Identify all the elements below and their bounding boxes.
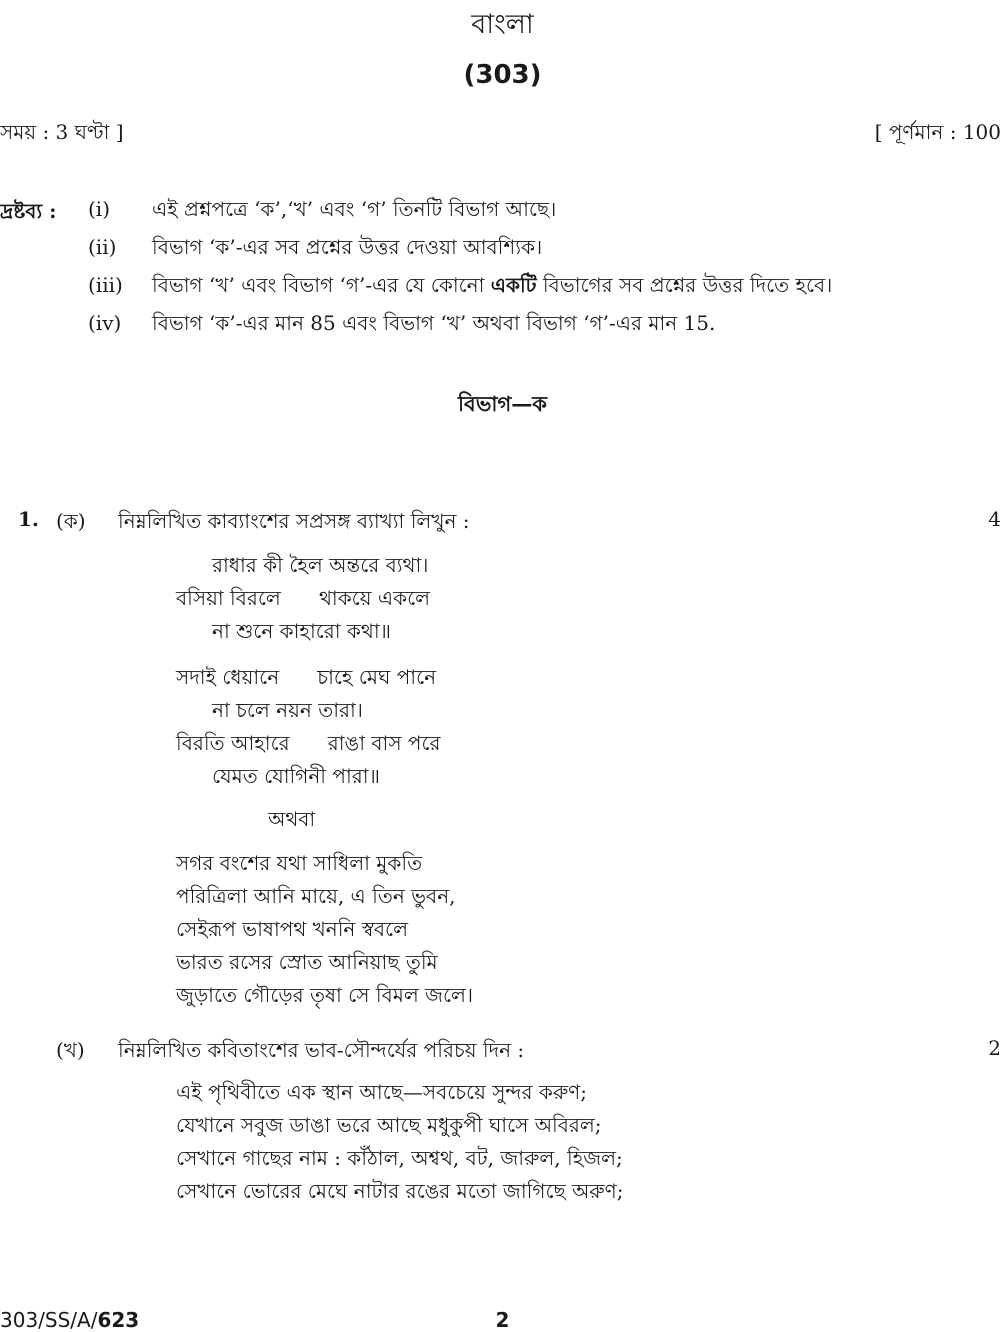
poem-line: সদাই ধেয়ানে চাহে মেঘ পানে xyxy=(176,665,437,689)
poem-line: যেমত যোগিনী পারা॥ xyxy=(212,764,380,788)
question-prompt: নিম্নলিখিত কাব্যাংশের সপ্রসঙ্গ ব্যাখ্যা লিখুন : xyxy=(118,509,470,533)
instruction-text xyxy=(152,271,832,304)
or-separator: অথবা xyxy=(268,807,316,831)
poem-line: সেখানে ভোরের মেঘে নাটার রঙের মতো জাগিছে অরুণ; xyxy=(176,1179,624,1203)
poem-line: জুড়াতে গৌড়ের তৃষা সে বিমল জলে। xyxy=(176,983,474,1007)
instruction-number: (ii) xyxy=(88,235,117,259)
instructions-label: দ্রষ্টব্য : xyxy=(0,199,57,223)
instruction-number: (i) xyxy=(88,197,111,221)
question-marks: 2 xyxy=(988,1036,1001,1060)
instruction-text: বিভাগ ‘ক’-এর মান 85 এবং বিভাগ ‘খ’ অথবা বিভাগ ‘গ’-এর মান 15. xyxy=(152,311,716,335)
subquestion-label: (ক) xyxy=(56,509,86,533)
instruction-emphasis: একটি xyxy=(490,273,537,297)
instruction-number: (iv) xyxy=(88,311,122,335)
instruction-text: বিভাগ ‘ক’-এর সব প্রশ্নের উত্তর দেওয়া আবশ্যিক। xyxy=(152,235,543,259)
instruction-text: এই প্রশ্নপত্রে ‘ক’,‘খ’ এবং ‘গ’ তিনটি বিভাগ আছে। xyxy=(152,197,557,221)
poem-line: সগর বংশের যথা সাধিলা মুকতি xyxy=(176,851,423,875)
section-title: বিভাগ—ক xyxy=(458,391,547,416)
poem-line: না চলে নয়ন তারা। xyxy=(212,698,363,722)
paper-code: (303) xyxy=(463,60,542,90)
question-prompt: নিম্নলিখিত কবিতাংশের ভাব-সৌন্দর্যের পরিচয় দিন : xyxy=(118,1038,525,1062)
poem-line: যেখানে সবুজ ডাঙা ভরে আছে মধুকুপী ঘাসে অবিরল; xyxy=(176,1113,602,1137)
time-allowed: সময় : 3 ঘণ্টা ] xyxy=(0,120,124,144)
instruction-number: (iii) xyxy=(88,273,123,297)
page-number: 2 xyxy=(495,1308,510,1332)
poem-line: রাধার কী হৈল অন্তরে ব্যথা। xyxy=(212,553,429,577)
poem-line: বিরতি আহারে রাঙা বাস পরে xyxy=(176,731,441,755)
question-number: 1. xyxy=(18,507,39,531)
instruction-text-part: বিভাগের সব প্রশ্নের উত্তর দিতে হবে। xyxy=(536,273,833,297)
question-marks: 4 xyxy=(988,507,1001,531)
poem-line: না শুনে কাহারো কথা॥ xyxy=(212,619,391,643)
full-marks: [ পূর্ণমান : 100 xyxy=(874,120,1001,144)
poem-line: সেখানে গাছের নাম : কাঁঠাল, অশ্বথ, বট, জারুল, হিজল; xyxy=(176,1146,623,1170)
footer-code-prefix: 303/SS/A/ xyxy=(0,1308,98,1332)
subject-title: বাংলা xyxy=(471,9,534,40)
instruction-text-part: বিভাগ ‘খ’ এবং বিভাগ ‘গ’-এর যে কোনো xyxy=(152,273,491,297)
poem-line: পরিত্রিলা আনি মায়ে, এ তিন ভুবন, xyxy=(176,884,456,908)
subquestion-label: (খ) xyxy=(56,1038,85,1062)
poem-line: সেইরূপ ভাষাপথ খননি স্ববলে xyxy=(176,917,408,941)
poem-line: বসিয়া বিরলে থাকয়ে একলে xyxy=(176,586,431,610)
poem-line: এই পৃথিবীতে এক স্থান আছে—সবচেয়ে সুন্দর করুণ; xyxy=(176,1080,587,1104)
poem-line: ভারত রসের স্রোত আনিয়াছ তুমি xyxy=(176,950,438,974)
footer-code-number: 623 xyxy=(97,1308,140,1332)
